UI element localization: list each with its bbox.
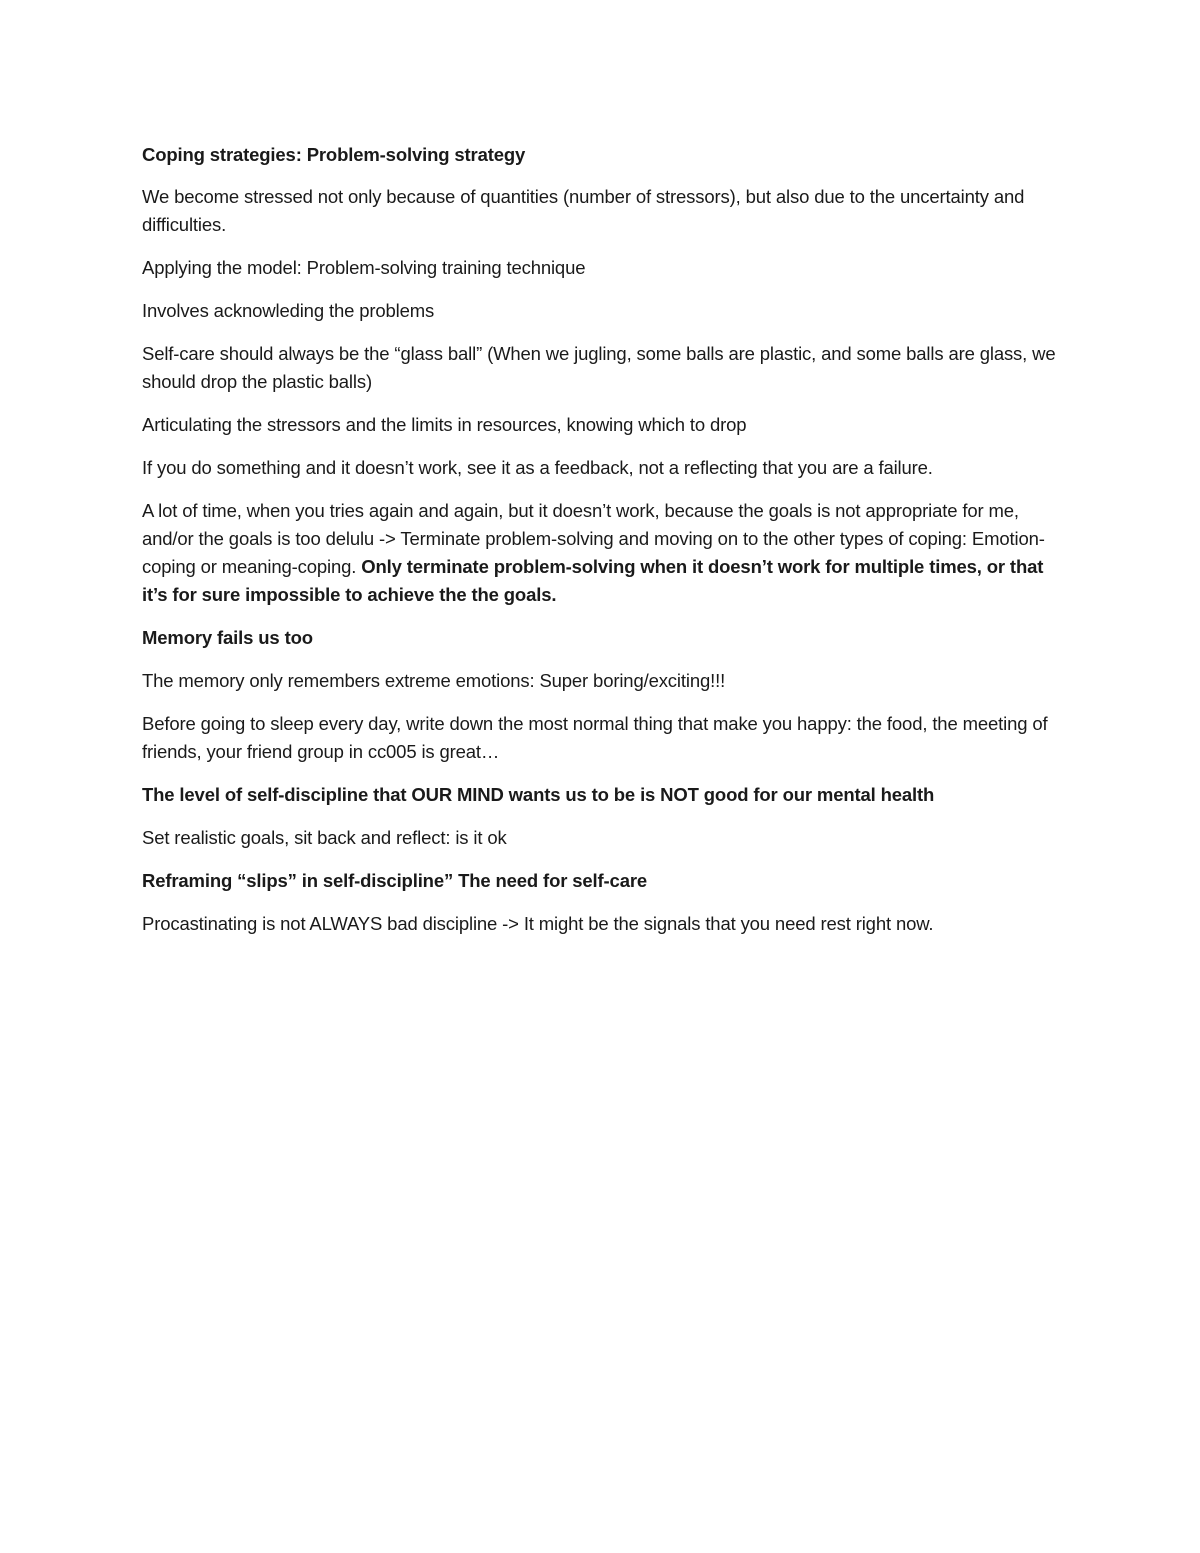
- document-body: [142, 141, 1062, 953]
- paragraph-extreme-emotions: The memory only remembers extreme emotions: Super boring/exciting!!!: [142, 670, 726, 691]
- document-title: Coping strategies: Problem-solving strategy: [142, 144, 526, 165]
- paragraph-stress-causes: We become stressed not only because of quantities (number of stressors), but also due to the uncertainty and difficulties.: [142, 186, 1025, 235]
- heading-reframing: Reframing “slips” in self-discipline” The need for self-care: [142, 870, 648, 891]
- paragraph-procrastinating: Procastinating is not ALWAYS bad discipline -> It might be the signals that you need rest right now.: [142, 913, 934, 934]
- paragraph-terminate-emphasis: Only terminate problem-solving when it doesn’t work for multiple times, or that it’s for sure impossible to achieve the the goals.: [142, 556, 1044, 605]
- paragraph-before-sleep: Before going to sleep every day, write down the most normal thing that make you happy: the food, the meeting of friends, your friend group in cc005 is great…: [142, 713, 1048, 762]
- heading-self-discipline: The level of self-discipline that OUR MIND wants us to be is NOT good for our mental health: [142, 784, 935, 805]
- paragraph-applying-model: Applying the model: Problem-solving training technique: [142, 257, 586, 278]
- paragraph-articulating: Articulating the stressors and the limits in resources, knowing which to drop: [142, 414, 747, 435]
- paragraph-terminate-text: A lot of time, when you tries again and again, but it doesn’t work, because the goals is not appropriate for me, and/or the goals is too delulu -> Terminate problem-solving and moving on to the other types of coping: Emotion-coping or meaning-coping.: [142, 500, 1045, 577]
- paragraph-acknowledging: Involves acknowleding the problems: [142, 300, 435, 321]
- paragraph-feedback: If you do something and it doesn’t work, see it as a feedback, not a reflecting that you are a failure.: [142, 457, 933, 478]
- paragraph-terminate: [142, 497, 1062, 609]
- paragraph-realistic-goals: Set realistic goals, sit back and reflect: is it ok: [142, 827, 507, 848]
- paragraph-glass-ball: Self-care should always be the “glass ball” (When we jugling, some balls are plastic, and some balls are glass, we should drop the plastic balls): [142, 343, 1056, 392]
- heading-memory: Memory fails us too: [142, 627, 313, 648]
